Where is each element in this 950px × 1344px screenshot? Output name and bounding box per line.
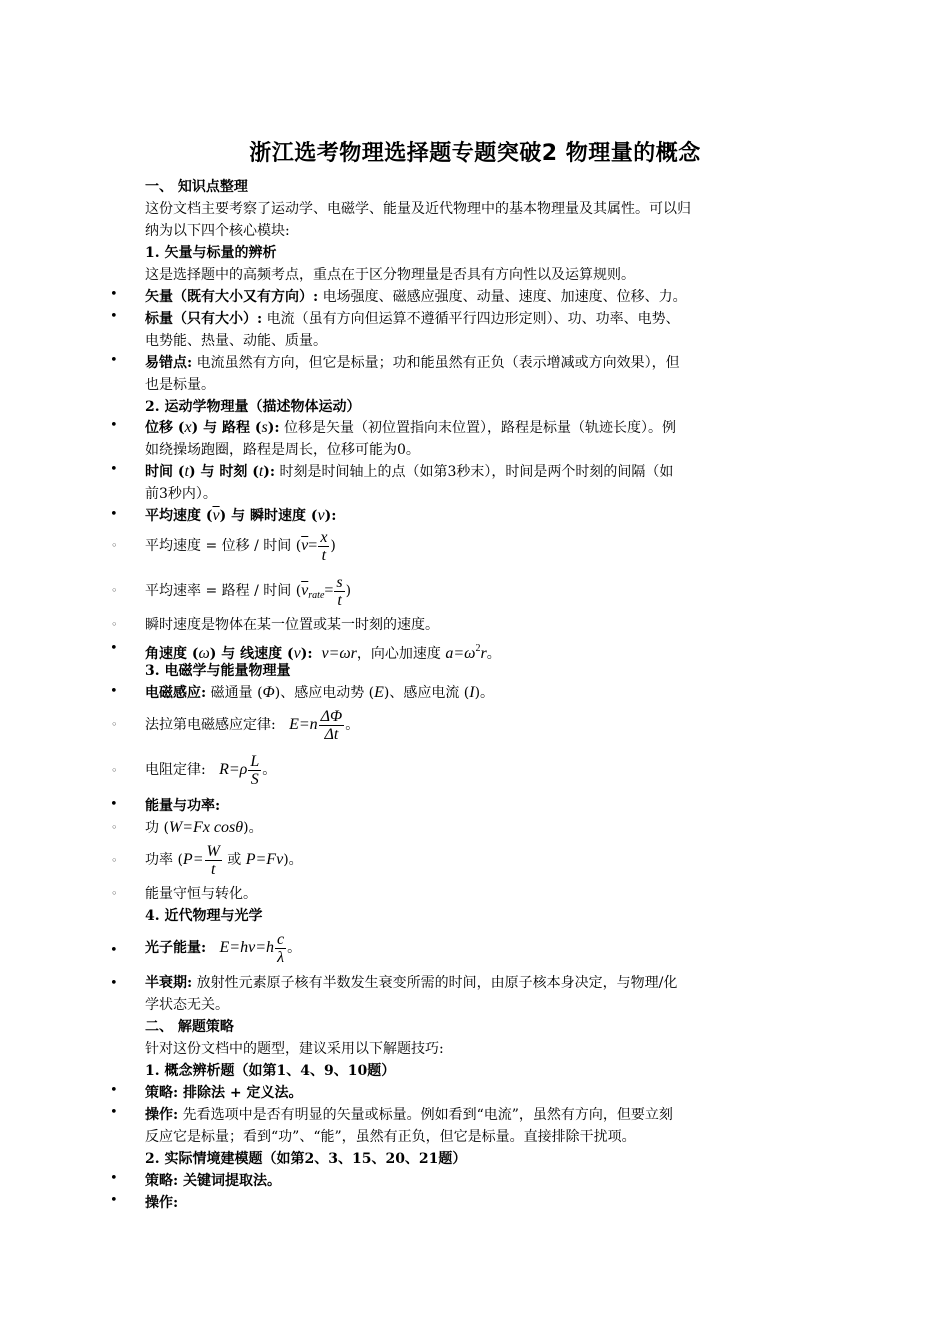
- numerator: ΔΦ: [320, 707, 343, 725]
- math-symbol: t: [258, 463, 264, 480]
- module-heading-3: 3. 电磁学与能量物理量: [145, 663, 291, 679]
- list-item-operation-1: [145, 1104, 673, 1126]
- math-symbol: v: [317, 507, 325, 524]
- pitfall-text: 电流虽然有方向，但它是标量；功和能虽然有正负（表示增减或方向效果），但: [192, 355, 680, 371]
- sub-bullet-marker: ◦: [111, 618, 118, 631]
- operation-1-text-cont: 反应它是标量；看到“功”、“能”，虽然有正负，但它是标量。直接排除干扰项。: [145, 1129, 636, 1145]
- label-part: ) 与 线速度 (: [209, 646, 294, 662]
- half-life-text-cont: 学状态无关。: [145, 997, 229, 1013]
- bullet-marker: •: [110, 976, 118, 991]
- math-symbol: x: [184, 419, 192, 436]
- list-item-induction: [145, 682, 494, 704]
- label-part: 角速度 (: [145, 646, 199, 662]
- module-heading-1: 1. 矢量与标量的辨析: [145, 245, 277, 261]
- formula: r: [480, 645, 487, 662]
- bullet-marker: •: [110, 353, 118, 368]
- strategy-heading-2: 2. 实际情境建模题（如第2、3、15、20、21题）: [145, 1151, 467, 1167]
- list-item-displacement: [145, 417, 676, 439]
- text-part: 或: [222, 852, 246, 868]
- scalar-text: 电流（虽有方向但运算不遵循平行四边形定则）、功、功率、电势、: [262, 311, 680, 327]
- bullet-marker: •: [110, 1171, 118, 1186]
- section-heading-2: 二、 解题策略: [145, 1019, 234, 1035]
- sub-bullet-marker: ◦: [111, 539, 118, 552]
- label-part: ) 与 路程 (: [191, 420, 262, 436]
- punctuation: 。: [287, 940, 302, 956]
- fraction: [275, 931, 286, 966]
- label-part: ):: [263, 464, 276, 480]
- list-item-strategy-2: 策略: 关键词提取法。: [145, 1173, 282, 1189]
- label-part: ) 与 瞬时速度 (: [219, 508, 318, 524]
- time-text-cont: 前3秒内）。: [145, 486, 217, 502]
- math-symbol: $\overline{v}$: [301, 537, 309, 554]
- time-text: 时刻是时间轴上的点（如第3秒末），时间是两个时刻的间隔（如: [275, 464, 674, 480]
- punctuation: 。: [345, 717, 360, 733]
- text-part: 功 (: [145, 820, 169, 836]
- section-heading-1: 一、 知识点整理: [145, 179, 248, 195]
- sub-bullet-marker: ◦: [111, 887, 118, 900]
- pitfall-label: 易错点:: [145, 355, 193, 371]
- formula: P=Fv: [245, 851, 284, 868]
- formula: R=ρ: [219, 761, 248, 778]
- list-item-half-life: [145, 972, 677, 994]
- operation-text: 先看选项中是否有明显的矢量或标量。例如看到“电流”，虽然有方向，但要立刻: [178, 1107, 673, 1123]
- list-item-pitfall: [145, 352, 680, 374]
- pitfall-text-cont: 也是标量。: [145, 377, 215, 393]
- photon-label: 光子能量:: [145, 940, 207, 956]
- text-part: )。: [474, 685, 495, 701]
- scalar-label: 标量（只有大小）:: [145, 311, 263, 327]
- list-item-avg-velocity: 平均速度 = 位移 / 时间 ($\overline{v}=$ $\frac{x}{t}$ ): [145, 528, 336, 564]
- list-item-conservation: 能量守恒与转化。: [145, 886, 257, 902]
- list-item-faraday: [145, 706, 359, 744]
- displacement-text-cont: 如绕操场跑圈，路程是周长，位移可能为0。: [145, 442, 420, 458]
- resistance-text: 电阻定律:: [145, 762, 206, 778]
- bullet-marker: •: [110, 1193, 118, 1208]
- math-symbol: s: [261, 419, 268, 436]
- text-part: 磁通量 (: [206, 685, 263, 701]
- subscript: rate: [308, 590, 325, 601]
- module-1-desc: 这是选择题中的高频考点，重点在于区分物理量是否具有方向性以及运算规则。: [145, 267, 635, 283]
- math-symbol: v: [293, 645, 301, 662]
- avg-speed-text: 平均速率 = 路程 / 时间 (: [145, 583, 302, 599]
- faraday-text: 法拉第电磁感应定律:: [145, 717, 276, 733]
- fraction: [319, 708, 345, 743]
- denominator: S: [250, 770, 259, 788]
- intro-line-2: 纳为以下四个核心模块:: [145, 223, 290, 239]
- vector-text: 电场强度、磁感应强度、动量、速度、加速度、位移、力。: [318, 289, 687, 305]
- label-part: ):: [267, 420, 280, 436]
- fraction: [334, 574, 344, 609]
- formula: v=ωr: [321, 645, 357, 662]
- list-item-power: [145, 841, 303, 879]
- module-heading-4: 4. 近代物理与光学: [145, 908, 263, 924]
- bullet-marker: •: [110, 462, 118, 477]
- sub-bullet-marker: ◦: [111, 764, 118, 777]
- label-part: 位移 (: [145, 420, 185, 436]
- formula: a=ω: [445, 645, 476, 662]
- bullet-marker: •: [110, 287, 118, 302]
- math-symbol: ω: [198, 645, 210, 662]
- bullet-marker: •: [110, 1083, 118, 1098]
- scalar-text-cont: 电势能、热量、动能、质量。: [145, 333, 327, 349]
- denominator: t: [210, 860, 216, 878]
- strategy-heading-1: 1. 概念辨析题（如第1、4、9、10题）: [145, 1063, 396, 1079]
- numerator: x: [320, 528, 328, 546]
- bullet-marker: •: [110, 1105, 118, 1120]
- intro-line-1: 这份文档主要考察了运动学、电磁学、能量及近代物理中的基本物理量及其属性。可以归: [145, 201, 691, 217]
- numerator: c: [277, 930, 285, 948]
- text-part: )、感应电流 (: [383, 685, 470, 701]
- math-symbol: $\overline{v}$: [212, 507, 220, 524]
- displacement-text: 位移是矢量（初位置指向末位置），路程是标量（轨迹长度）。例: [279, 420, 676, 436]
- list-item-time: [145, 461, 673, 483]
- math-symbol: =: [324, 582, 334, 599]
- formula: P=: [182, 851, 204, 868]
- label-part: ) 与 时刻 (: [188, 464, 259, 480]
- math-symbol: I: [469, 684, 475, 701]
- half-life-text: 放射性元素原子核有半数发生衰变所需的时间，由原子核本身决定，与物理/化: [192, 975, 678, 991]
- bullet-marker: •: [110, 684, 118, 699]
- sub-bullet-marker: ◦: [111, 821, 118, 834]
- list-item-energy-power: 能量与功率:: [145, 798, 221, 814]
- label-part: ):: [324, 508, 337, 524]
- fraction: [205, 843, 222, 878]
- list-item-operation-2: 操作:: [145, 1195, 179, 1211]
- text-part: )、感应电动势 (: [274, 685, 375, 701]
- punctuation: 。: [486, 646, 501, 662]
- operation-label: 操作:: [145, 1107, 179, 1123]
- fraction: [248, 753, 261, 788]
- numerator: s: [336, 573, 343, 591]
- list-item-resistance: [145, 751, 276, 789]
- punctuation: 。: [262, 762, 277, 778]
- bullet-marker: •: [110, 943, 118, 958]
- numerator: W: [206, 842, 220, 860]
- sub-bullet-marker: ◦: [111, 854, 118, 867]
- list-item-work: [145, 817, 263, 839]
- half-life-label: 半衰期:: [145, 975, 193, 991]
- denominator: t: [337, 591, 342, 609]
- list-item-vector: [145, 286, 687, 308]
- superscript: 2: [475, 643, 481, 654]
- math-symbol: =: [308, 537, 318, 554]
- induction-label: 电磁感应:: [145, 685, 207, 701]
- bullet-marker: •: [110, 797, 118, 812]
- vector-label: 矢量（既有大小又有方向）:: [145, 289, 319, 305]
- label-part: ):: [300, 646, 313, 662]
- denominator: t: [321, 546, 327, 564]
- text-part: 功率 (: [145, 852, 183, 868]
- text-part: )。: [283, 852, 303, 868]
- bullet-marker: •: [110, 418, 118, 433]
- section-2-intro: 针对这份文档中的题型，建议采用以下解题技巧:: [145, 1041, 444, 1057]
- page-title: 浙江选考物理选择题专题突破2 物理量的概念: [249, 141, 701, 166]
- math-symbol: Φ: [262, 684, 275, 701]
- math-symbol: E: [374, 684, 384, 701]
- angular-text: ，向心加速度: [356, 646, 441, 662]
- denominator: Δt: [324, 725, 339, 743]
- denominator: λ: [277, 948, 285, 966]
- bullet-marker: •: [110, 641, 118, 656]
- avg-velocity-text: 平均速度 = 位移 / 时间 (: [145, 538, 302, 554]
- formula: E=hν=h: [219, 939, 274, 956]
- bullet-marker: •: [110, 507, 118, 522]
- math-symbol: $\overline{v}$: [301, 582, 309, 599]
- sub-bullet-marker: ◦: [111, 718, 118, 731]
- list-item-velocity: [145, 505, 336, 527]
- list-item-strategy-1: 策略: 排除法 + 定义法。: [145, 1085, 303, 1101]
- formula: E=n: [289, 716, 318, 733]
- text-part: )。: [243, 820, 263, 836]
- list-item-scalar: [145, 308, 680, 330]
- label-part: 时间 (: [145, 464, 185, 480]
- bullet-marker: •: [110, 309, 118, 324]
- label-part: 平均速度 (: [145, 508, 213, 524]
- list-item-photon-energy: [145, 929, 301, 967]
- module-heading-2: 2. 运动学物理量（描述物体运动）: [145, 399, 361, 415]
- math-symbol: t: [184, 463, 189, 480]
- list-item-instant-velocity: 瞬时速度是物体在某一位置或某一时刻的速度。: [145, 617, 439, 633]
- numerator: L: [250, 752, 260, 770]
- fraction: [318, 529, 329, 564]
- list-item-avg-speed: 平均速率 = 路程 / 时间 ($\overline{v}_{rate}=$ $\frac{s}{t}$ ): [145, 573, 352, 609]
- sub-bullet-marker: ◦: [111, 584, 118, 597]
- formula: W=Fx cosθ: [168, 819, 244, 836]
